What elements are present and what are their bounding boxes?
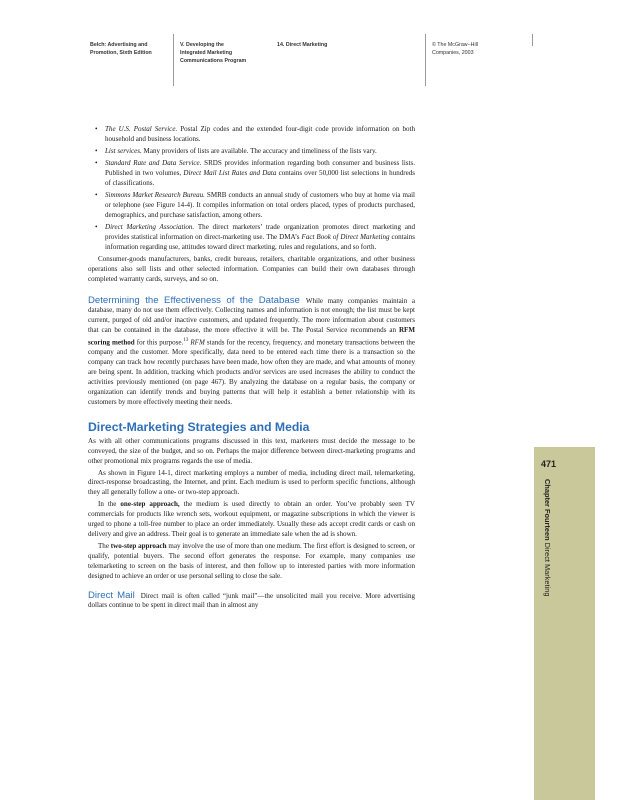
part-line-2: Integrated Marketing	[180, 50, 233, 57]
part-line-3: Communications Program	[180, 58, 247, 65]
db-text-a: While many companies maintain a database, many do not use them effectively. Collecting names and information is not enough; the list must be kept current, purged of old and/or inactive customers, and updated frequently. The more information about customers that can be contained in the database, the more effective it will be. The Postal Service recommends an	[88, 296, 415, 335]
list-item	[88, 159, 415, 189]
bullet-term: Standard Rate and Data Service.	[105, 159, 202, 168]
page-header	[88, 34, 533, 86]
chapter-cell	[271, 34, 425, 86]
bullet-text: The direct marketers’ trade organization promotes direct marketing and provides statistical information on direct-marketing use. The DMA’s	[105, 222, 415, 241]
bullet-icon: •	[95, 125, 98, 133]
page-body	[88, 125, 415, 611]
book-title-cell	[88, 34, 173, 86]
rfm-abbrev: RFM	[188, 338, 205, 347]
copyright-line-2: Companies, 2003	[432, 50, 474, 57]
bullet-text-cont: contains over 50,000 list selections in hundreds of classifications.	[105, 169, 415, 187]
bullet-text: Postal Zip codes and the extended four-digit code provide information on both household and business locations.	[105, 125, 416, 143]
direct-mail-paragraph	[88, 591, 415, 612]
bullet-icon: •	[95, 147, 98, 155]
list-item	[88, 147, 415, 157]
strategies-paragraph-2: As shown in Figure 14-1, direct marketing employs a number of media, including direct mail, telemarketing, direct-response broadcasting, the Internet, and print. Each medium is used to perform specific functions, although they all generally follow a one- or two-step approach.	[88, 468, 415, 497]
copyright-line-1: © The McGraw−Hill	[432, 42, 479, 48]
running-chapter-title	[543, 479, 552, 596]
book-line-2: Promotion, Sixth Edition	[90, 50, 152, 57]
two-step-paragraph	[88, 542, 415, 582]
p4-text-b: may involve the use of more than one medium. The first effort is designed to screen, or qualify, potential buyers. The second effort generates the response. For example, many companies use telemarketing to screen on the basis of interest, and then follow up to interested parties with more information designed to achieve an order or use personal selling to close the sale.	[88, 541, 416, 580]
bullet-term: The U.S. Postal Service.	[105, 125, 178, 133]
bullet-icon: •	[95, 222, 98, 231]
part-line-1: V. Developing the	[180, 42, 224, 48]
chapter-side-tab	[534, 447, 595, 800]
header-divider	[532, 34, 533, 46]
bullet-icon: •	[95, 159, 98, 168]
list-item	[88, 223, 415, 253]
chapter-title: 14. Direct Marketing	[277, 42, 328, 48]
database-effectiveness-paragraph	[88, 296, 415, 408]
bullet-text: SRDS provides information regarding both consumer and business lists. Published in two volumes,	[105, 159, 416, 177]
rfm-term: RFM scoring method	[88, 326, 415, 347]
one-step-paragraph	[88, 500, 415, 540]
copyright-cell	[425, 34, 533, 86]
strategies-paragraph-1: As with all other communications programs discussed in this text, marketers must decide the message to be conveyed, the size of the budget, and so on. Perhaps the major difference between direct-marketing programs and other promotional mix programs regards the use of media.	[88, 436, 415, 465]
db-text-c: stands for the recency, frequency, and monetary transactions between the company and the customer. More specifically, data need to be entered each time there is a transaction so the company can track how recently purchases have been made, how often they are made, and what amounts of money are being spent. In addition, tracking which products and/or services are used increases the ability to conduct the activities previously mentioned (on page 467). By analyzing the database on a regular basis, the company or organization can identify trends and buying patterns that will help it establish a better relationship with its customers by more effectively meeting their needs.	[88, 338, 415, 406]
list-item	[88, 125, 415, 145]
bullet-publication: Fact Book of Direct Marketing	[301, 232, 390, 241]
chapter-name-label: Direct Marketing	[543, 540, 552, 597]
consumer-goods-paragraph: Consumer-goods manufacturers, banks, credit bureaus, retailers, charitable organizations, and other business operations also sell lists and other selected information. Companies can build their own databases through completed warranty cards, surveys, and so on.	[88, 254, 415, 283]
strategies-section-heading: Direct-Marketing Strategies and Media	[88, 419, 310, 434]
part-title-cell	[173, 34, 271, 86]
p4-text-a: The	[98, 541, 111, 550]
two-step-term: two-step approach	[110, 541, 167, 550]
one-step-term: one-step approach,	[120, 500, 180, 509]
bullet-publication: Direct Mail List Rates and Data	[183, 169, 277, 177]
bullet-text: Many providers of lists are available. The accuracy and timeliness of the lists vary.	[141, 147, 377, 155]
bullet-term: Simmons Market Research Bureau.	[105, 191, 205, 199]
list-item	[88, 191, 415, 221]
p3-text-b: the medium is used directly to obtain an order. You’ve probably seen TV commercials for products like wrench sets, workout equipment, or magazine subscriptions in which the viewer is urged to phone a toll-free number to place an order immediately. Usually these ads accept credit cards or cash on delivery and give an address. Their goal is to generate an immediate sale when the ad is shown.	[88, 500, 415, 538]
data-sources-list	[88, 125, 415, 253]
p3-text-a: In the	[98, 500, 121, 509]
database-section-heading: Determining the Effectiveness of the Database	[88, 294, 300, 306]
footnote-marker: 13	[183, 338, 189, 344]
chapter-number-label: Chapter Fourteen	[543, 479, 552, 541]
book-line-1: Belch: Advertising and	[90, 42, 148, 48]
bullet-text-cont: contains information regarding use, attitudes toward direct marketing, rules and regulations, and so forth.	[105, 232, 415, 251]
db-text-b: for this purpose.	[134, 338, 184, 347]
bullet-term: List services.	[105, 147, 142, 155]
bullet-icon: •	[95, 191, 98, 199]
page-number: 471	[541, 459, 557, 469]
direct-mail-text: Direct mail is often called “junk mail”—the unsolicited mail you receive. More advertising dollars continue to be spent in direct mail than in almost any	[88, 591, 416, 610]
bullet-text: SMRB conducts an annual study of customers who buy at home via mail or telephone (see Figure 14-4). It compiles information on total orders placed, types of products purchased, demographics, and purchase satisfaction, among others.	[105, 191, 415, 219]
bullet-term: Direct Marketing Association.	[105, 222, 195, 231]
direct-mail-heading: Direct Mail	[88, 589, 135, 601]
